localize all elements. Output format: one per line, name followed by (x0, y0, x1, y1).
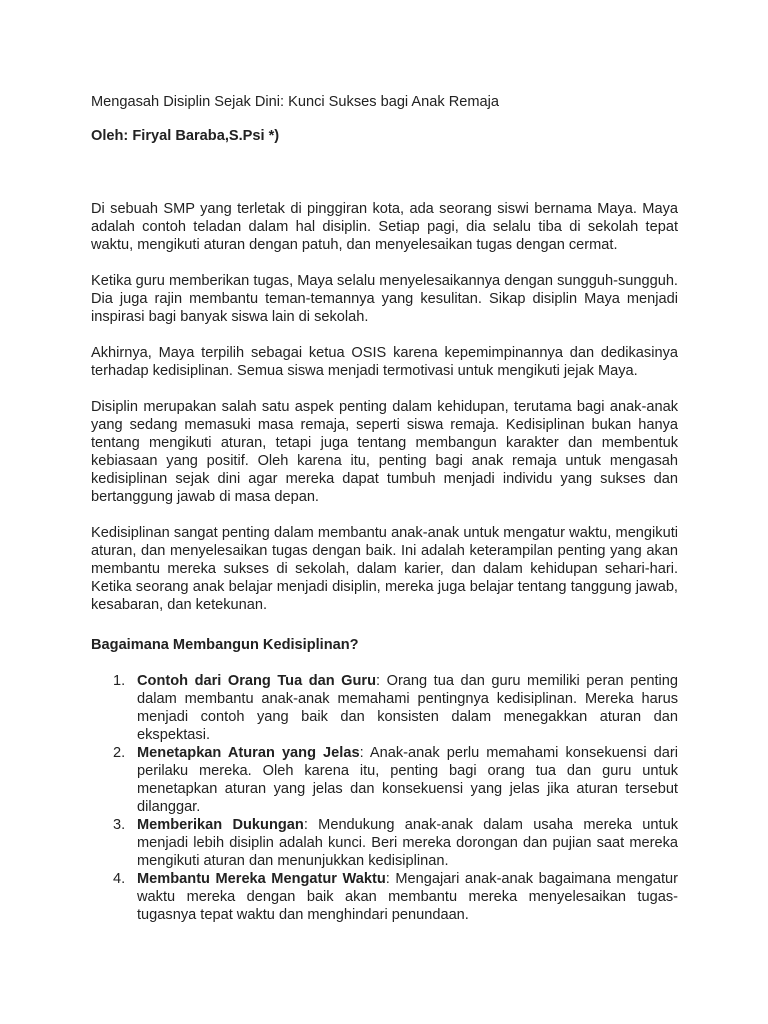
list-item-title: Menetapkan Aturan yang Jelas (137, 745, 360, 761)
list-item (113, 816, 678, 870)
paragraph-5: Kedisiplinan sangat penting dalam membantu anak-anak untuk mengatur waktu, mengikuti aturan, dan menyelesaikan tugas dengan baik. Ini adalah keterampilan penting yang akan membantu mereka sukses di sekolah, dalam karier, dan dalam kehidupan sehari-hari. Ketika seorang anak belajar menjadi disiplin, mereka juga belajar tentang tanggung jawab, kesabaran, dan ketekunan. (91, 525, 678, 613)
article-title: Mengasah Disiplin Sejak Dini: Kunci Sukses bagi Anak Remaja (91, 94, 500, 110)
list-item (113, 744, 678, 816)
list-item-text: : Mengajari anak-anak bagaimana mengatur waktu mereka dengan baik akan membantu mereka menyelesaikan tugas-tugasnya tepat waktu dan menghindari penundaan. (137, 871, 678, 923)
paragraph-2: Ketika guru memberikan tugas, Maya selalu menyelesaikannya dengan sungguh-sungguh. Dia juga rajin membantu teman-temannya yang kesulitan. Sikap disiplin Maya menjadi inspirasi bagi banyak siswa lain di sekolah. (91, 273, 678, 325)
list-item-number: 1. (113, 673, 126, 689)
list-item-title: Membantu Mereka Mengatur Waktu (137, 871, 386, 887)
steps-list (91, 672, 678, 924)
list-item (113, 870, 678, 924)
list-item-number: 4. (113, 871, 126, 887)
list-item-number: 3. (113, 817, 126, 833)
list-item-title: Contoh dari Orang Tua dan Guru (137, 673, 377, 689)
article-author: Oleh: Firyal Baraba,S.Psi *) (91, 128, 280, 144)
list-item-text: : Mendukung anak-anak dalam usaha mereka untuk menjadi lebih disiplin adalah kunci. Beri mereka dorongan dan pujian saat mereka mengikuti aturan dan menunjukkan kedisiplinan. (137, 817, 678, 869)
paragraph-3: Akhirnya, Maya terpilih sebagai ketua OSIS karena kepemimpinannya dan dedikasinya terhadap kedisiplinan. Semua siswa menjadi termotivasi untuk mengikuti jejak Maya. (91, 345, 678, 379)
paragraph-4: Disiplin merupakan salah satu aspek penting dalam kehidupan, terutama bagi anak-anak yang sedang memasuki masa remaja, seperti siswa remaja. Kedisiplinan bukan hanya tentang mengikuti aturan, tetapi juga tentang membangun karakter dan membentuk kebiasaan yang positif. Oleh karena itu, penting bagi anak remaja untuk mengasah kedisiplinan sejak dini agar mereka dapat tumbuh menjadi individu yang sukses dan bertanggung jawab di masa depan. (91, 399, 678, 505)
list-item-text: : Anak-anak perlu memahami konsekuensi dari perilaku mereka. Oleh karena itu, penting bagi orang tua dan guru untuk menetapkan aturan yang jelas dan konsekuensi yang jelas jika aturan tersebut dilanggar. (137, 745, 678, 815)
list-item (113, 672, 678, 744)
paragraph-1: Di sebuah SMP yang terletak di pinggiran kota, ada seorang siswi bernama Maya. Maya adalah contoh teladan dalam hal disiplin. Setiap pagi, dia selalu tiba di sekolah tepat waktu, mengikuti aturan dengan patuh, dan menyelesaikan tugas dengan cermat. (91, 201, 678, 253)
list-item-number: 2. (113, 745, 126, 761)
list-item-text: : Orang tua dan guru memiliki peran penting dalam membantu anak-anak memahami pentingnya kedisiplinan. Mereka harus menjadi contoh yang baik dan konsisten dalam menegakkan aturan dan ekspektasi. (137, 673, 678, 743)
section-heading: Bagaimana Membangun Kedisiplinan? (91, 637, 359, 653)
list-item-title: Memberikan Dukungan (137, 817, 304, 833)
